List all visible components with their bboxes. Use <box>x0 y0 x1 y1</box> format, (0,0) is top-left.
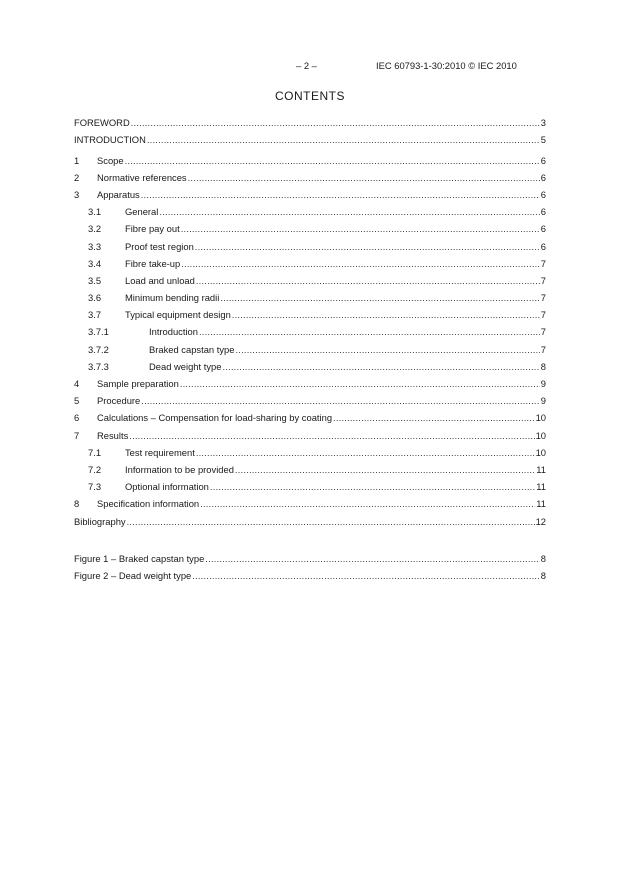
toc-entry-page: 6 <box>540 206 546 218</box>
toc-entry[interactable] <box>74 372 546 389</box>
toc-entry[interactable] <box>74 286 546 303</box>
toc-entry-number: 3.7.1 <box>88 326 109 338</box>
toc-entry-label: INTRODUCTION <box>74 134 146 146</box>
table-of-contents <box>74 111 546 581</box>
toc-entry-label: Optional information <box>125 481 209 493</box>
page-title: CONTENTS <box>275 89 345 103</box>
dot-leader <box>129 430 534 441</box>
toc-entry-page: 6 <box>540 188 546 200</box>
dot-leader <box>232 309 540 320</box>
toc-entry[interactable] <box>74 148 546 165</box>
toc-entry-page: 12 <box>535 515 546 527</box>
toc-entry-label: Scope <box>97 154 124 166</box>
toc-entry-number: 4 <box>74 378 80 389</box>
dot-leader <box>235 344 539 355</box>
toc-entry-number: 3.7.2 <box>88 343 109 355</box>
toc-entry-label: Normative references <box>97 171 187 183</box>
toc-entry-label: Dead weight type <box>149 360 222 372</box>
toc-entry-number: 3.2 <box>88 223 102 235</box>
toc-entry-label: General <box>125 206 159 218</box>
toc-entry-label: Sample preparation <box>97 378 179 389</box>
dot-leader <box>192 570 540 581</box>
toc-entry-number: 7 <box>74 429 80 441</box>
toc-entry-label: Braked capstan type <box>149 343 235 355</box>
figure-entry-label: Figure 1 – Braked capstan type <box>74 552 205 564</box>
dot-leader <box>333 412 535 423</box>
dot-leader <box>181 223 540 234</box>
dot-leader <box>196 447 535 458</box>
dot-leader <box>195 241 540 252</box>
toc-entry-page: 9 <box>540 378 546 389</box>
toc-entry-page: 11 <box>536 498 546 510</box>
toc-entry-label: Apparatus <box>97 188 140 200</box>
toc-entry-page: 11 <box>536 463 546 475</box>
toc-entry-label: Test requirement <box>125 446 195 458</box>
toc-entry[interactable] <box>74 337 546 354</box>
toc-entry[interactable] <box>74 252 546 269</box>
toc-entry-page: 6 <box>540 223 546 235</box>
toc-entry-page: 10 <box>535 446 546 458</box>
toc-entry-number: 6 <box>74 412 80 424</box>
toc-entry[interactable] <box>74 441 546 458</box>
toc-entry[interactable] <box>74 423 546 440</box>
toc-entry-label: Bibliography <box>74 515 126 527</box>
page-number: – 2 – <box>296 60 317 71</box>
toc-entry-label: Minimum bending radii <box>125 292 220 304</box>
toc-entry-label: Specification information <box>97 498 200 510</box>
toc-entry-page: 7 <box>540 292 546 304</box>
dot-leader <box>200 498 535 509</box>
toc-entry-number: 3 <box>74 188 80 200</box>
toc-entry-label: Fibre pay out <box>125 223 180 235</box>
dot-leader <box>205 553 539 564</box>
toc-entry[interactable] <box>74 128 546 145</box>
toc-list <box>74 111 546 527</box>
toc-entry[interactable] <box>74 389 546 406</box>
toc-entry-page: 6 <box>540 171 546 183</box>
toc-entry-page: 7 <box>540 274 546 286</box>
figure-entry[interactable] <box>74 547 546 564</box>
toc-entry-label: Introduction <box>149 326 198 338</box>
toc-entry-label: Fibre take-up <box>125 257 181 269</box>
toc-entry[interactable] <box>74 269 546 286</box>
toc-entry-number: 3.5 <box>88 274 102 286</box>
toc-entry[interactable] <box>74 458 546 475</box>
toc-entry-label: Information to be provided <box>125 463 234 475</box>
dot-leader <box>196 275 540 286</box>
toc-entry-label: Calculations – Compensation for load-sharing by coating <box>97 412 333 424</box>
toc-entry-number: 1 <box>74 154 80 166</box>
dot-leader <box>131 117 540 128</box>
toc-entry-page: 6 <box>540 154 546 166</box>
toc-entry-label: FOREWORD <box>74 117 130 129</box>
figure-entry-label: Figure 2 – Dead weight type <box>74 569 192 581</box>
toc-entry[interactable] <box>74 355 546 372</box>
toc-entry-number: 5 <box>74 395 80 407</box>
dot-leader <box>199 326 540 337</box>
dot-leader <box>220 292 539 303</box>
dot-leader <box>222 361 539 372</box>
document-id: IEC 60793-1-30:2010 © IEC 2010 <box>376 60 517 71</box>
toc-entry-page: 5 <box>540 134 546 146</box>
toc-entry-page: 7 <box>540 343 546 355</box>
dot-leader <box>210 481 535 492</box>
dot-leader <box>141 189 540 200</box>
dot-leader <box>125 155 540 166</box>
toc-entry-number: 3.7 <box>88 309 102 321</box>
dot-leader <box>235 464 535 475</box>
toc-entry[interactable] <box>74 217 546 234</box>
toc-entry[interactable] <box>74 320 546 337</box>
toc-entry-label: Proof test region <box>125 240 194 252</box>
toc-entry-page: 7 <box>540 257 546 269</box>
toc-entry-number: 3.7.3 <box>88 360 109 372</box>
toc-entry-number: 3.4 <box>88 257 102 269</box>
toc-entry[interactable] <box>74 475 546 492</box>
toc-entry-page: 7 <box>540 309 546 321</box>
toc-entry-label: Typical equipment design <box>125 309 231 321</box>
dot-leader <box>188 172 540 183</box>
toc-entry-number: 7.3 <box>88 481 102 493</box>
toc-entry-page: 10 <box>535 429 546 441</box>
figure-entry-page: 8 <box>540 569 546 581</box>
toc-entry-page: 11 <box>536 481 546 493</box>
toc-entry-page: 6 <box>540 240 546 252</box>
toc-entry-number: 3.3 <box>88 240 102 252</box>
toc-entry-number: 3.6 <box>88 292 102 304</box>
toc-entry[interactable] <box>74 234 546 251</box>
toc-entry[interactable] <box>74 111 546 128</box>
dot-leader <box>147 134 540 145</box>
toc-entry[interactable] <box>74 303 546 320</box>
toc-entry-number: 2 <box>74 171 80 183</box>
dot-leader <box>127 516 535 527</box>
dot-leader <box>159 206 539 217</box>
figure-entry[interactable] <box>74 564 546 581</box>
toc-entry[interactable] <box>74 183 546 200</box>
toc-entry-number: 3.1 <box>88 206 102 218</box>
toc-entry-number: 7.2 <box>88 463 102 475</box>
dot-leader <box>180 378 540 389</box>
toc-entry[interactable] <box>74 492 546 509</box>
toc-entry[interactable] <box>74 509 546 526</box>
toc-entry-label: Procedure <box>97 395 141 407</box>
dot-leader <box>181 258 540 269</box>
toc-entry-page: 9 <box>540 395 546 407</box>
dot-leader <box>141 395 540 406</box>
toc-entry-label: Load and unload <box>125 274 195 286</box>
toc-entry[interactable] <box>74 200 546 217</box>
toc-entry-page: 7 <box>540 326 546 338</box>
toc-entry-label: Results <box>97 429 129 441</box>
toc-entry-page: 10 <box>535 412 546 424</box>
toc-entry-number: 7.1 <box>88 446 102 458</box>
toc-entry-number: 8 <box>74 498 80 510</box>
toc-entry[interactable] <box>74 406 546 423</box>
figure-list <box>74 547 546 581</box>
toc-entry-page: 8 <box>540 360 546 372</box>
figure-entry-page: 8 <box>540 552 546 564</box>
toc-entry-page: 3 <box>540 117 546 129</box>
toc-entry[interactable] <box>74 166 546 183</box>
